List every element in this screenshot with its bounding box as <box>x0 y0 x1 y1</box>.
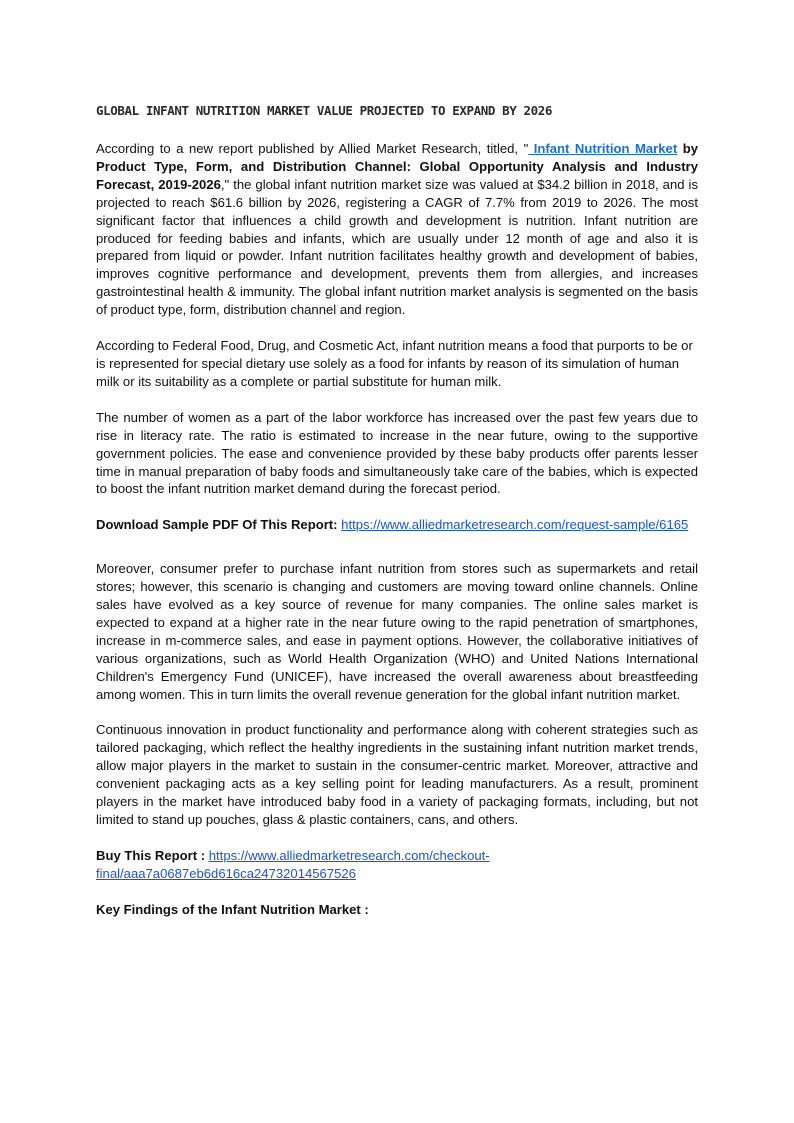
buy-report-line <box>96 847 698 883</box>
infant-nutrition-market-link[interactable]: Infant Nutrition Market <box>528 141 678 156</box>
document-page <box>96 100 698 937</box>
buy-report-label: Buy This Report : <box>96 847 206 863</box>
download-sample-line <box>96 516 698 534</box>
key-findings-heading <box>96 901 698 919</box>
buy-report-link[interactable]: https://www.alliedmarketresearch.com/checkout-final/aaa7a0687eb6d616ca24732014567526 <box>96 847 490 881</box>
paragraph-fda: According to Federal Food, Drug, and Cosmetic Act, infant nutrition means a food that purports to be or is represented for special dietary use solely as a food for infants by reason of its simulation of human milk or its suitability as a complete or partial substitute for human milk. <box>96 338 693 389</box>
paragraph-workforce: The number of women as a part of the labor workforce has increased over the past few years due to rise in literacy rate. The ratio is estimated to increase in the near future, owing to the supportive government policies. The ease and convenience provided by these baby products offer parents lesser time in manual preparation of baby foods and simultaneously take care of the babies, which is expected to boost the infant nutrition market demand during the forecast period. <box>96 409 698 497</box>
report-title-bold: by Product Type, Form, and Distribution Channel: Global Opportunity Analysis and Industry Forecast, 2019-2026 <box>96 141 699 192</box>
download-sample-label: Download Sample PDF Of This Report: <box>96 517 338 533</box>
document-title: GLOBAL INFANT NUTRITION MARKET VALUE PROJECTED TO EXPAND BY 2026 <box>96 103 553 118</box>
paragraph-packaging: Continuous innovation in product functionality and performance along with coherent strategies such as tailored packaging, which reflect the healthy ingredients in the sustaining infant nutrition market trends, allow major players in the market to sustain in the consumer-centric market. Moreover, attractive and convenient packaging acts as a key selling point for leading manufacturers. As a result, prominent players in the market have introduced baby food in a variety of packaging formats, including, but not limited to stand up pouches, glass & plastic containers, cans, and others. <box>96 722 698 827</box>
paragraph-online-channels: Moreover, consumer prefer to purchase infant nutrition from stores such as supermarkets and retail stores; however, this scenario is changing and customers are moving toward online channels. Online sales have evolved as a key source of revenue for many companies. The online sales market is expected to expand at a higher rate in the near future owing to the rapid penetration of smartphones, increase in m-commerce sales, and ease in payment options. However, the collaborative initiatives of various organizations, such as World Health Organization (WHO) and United Nations International Children's Emergency Fund (UNICEF), have increased the overall awareness about breastfeeding among women. This in turn limits the overall revenue generation for the global infant nutrition market. <box>96 561 698 702</box>
key-findings-label: Key Findings of the Infant Nutrition Market : <box>96 901 369 917</box>
intro-rest-text: ," the global infant nutrition market size was valued at $34.2 billion in 2018, and is projected to reach $61.6 billion by 2026, registering a CAGR of 7.7% from 2019 to 2026. The most significant factor that influences a child growth and development is nutrition. Infant nutrition are produced for feeding babies and infants, which are usually under 12 month of age and also it is prepared from liquid or powder. Infant nutrition facilitates healthy growth and development of babies, improves cognitive performance and development, prevents them from allergies, and increases gastrointestinal health & immunity. The global infant nutrition market analysis is segmented on the basis of product type, form, distribution channel and region. <box>96 176 698 318</box>
intro-text: According to a new report published by Allied Market Research, titled, " <box>96 141 529 156</box>
download-sample-link[interactable]: https://www.alliedmarketresearch.com/request-sample/6165 <box>341 517 689 533</box>
paragraph-intro <box>96 140 698 319</box>
